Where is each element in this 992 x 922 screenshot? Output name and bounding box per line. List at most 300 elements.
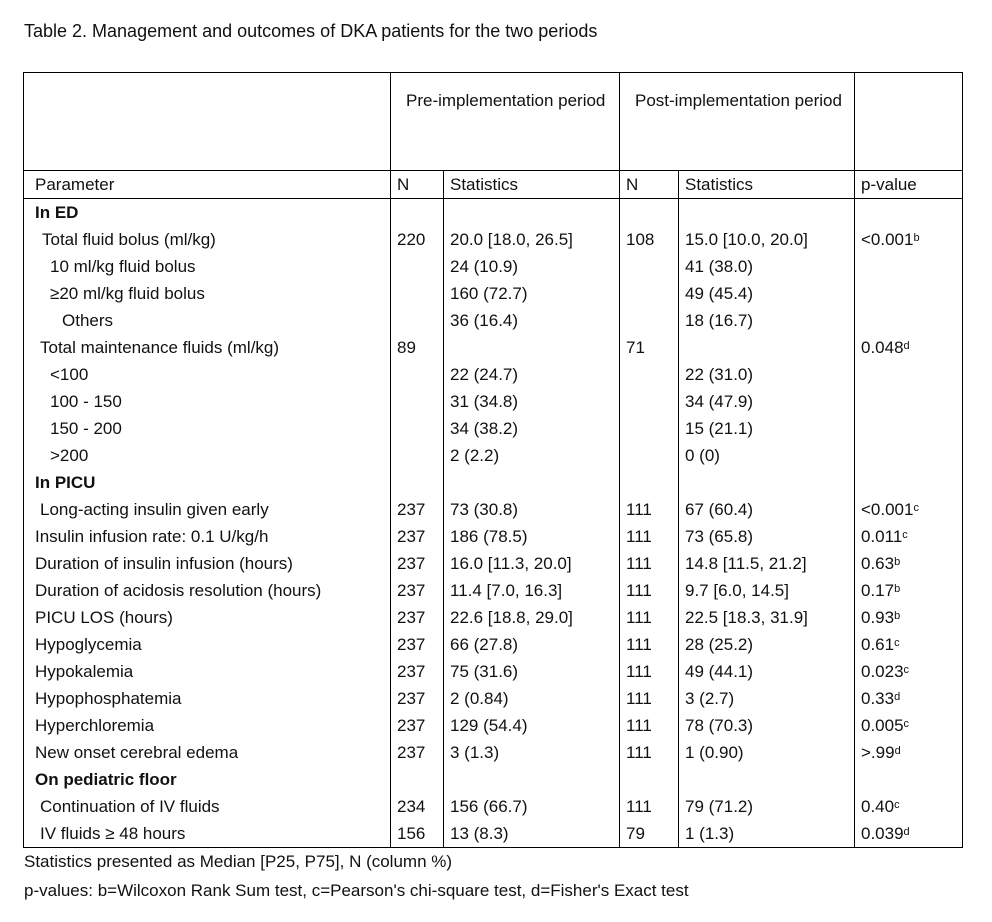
test-superscript: c: [902, 529, 908, 541]
test-superscript: b: [894, 583, 901, 595]
post-n-cell-text: 111: [626, 500, 652, 519]
pre-statistics-cell: [444, 442, 620, 469]
p-value-cell-text: 0.011: [861, 527, 903, 546]
p-value-cell: [855, 712, 963, 739]
pre-statistics-cell: [444, 199, 620, 227]
test-superscript: d: [894, 745, 901, 757]
post-n-cell: [620, 820, 679, 848]
pre-statistics-cell-text: 11.4 [7.0, 16.3]: [450, 581, 563, 600]
parameter-cell: [24, 631, 391, 658]
post-statistics-cell: [679, 577, 855, 604]
parameter-cell: [24, 793, 391, 820]
post-statistics-cell: [679, 631, 855, 658]
post-statistics-cell: [679, 226, 855, 253]
post-statistics-cell: [679, 604, 855, 631]
post-n-cell: [620, 415, 679, 442]
table-row: [24, 577, 963, 604]
test-superscript: c: [903, 718, 910, 730]
pre-statistics-cell: [444, 496, 620, 523]
test-superscript: b: [913, 232, 920, 244]
pre-n-cell: [391, 388, 444, 415]
post-statistics-cell-text: 34 (47.9): [685, 392, 754, 411]
parameter-cell-text: 100 - 150: [50, 392, 122, 411]
p-value-cell-text: 0.63: [861, 554, 895, 573]
pre-statistics-cell: [444, 361, 620, 388]
post-statistics-cell-text: 22 (31.0): [685, 365, 754, 384]
post-n-header: N: [620, 171, 679, 199]
pre-n-cell: [391, 658, 444, 685]
post-n-cell: [620, 361, 679, 388]
p-value-cell-text: >.99: [861, 743, 895, 762]
parameter-cell: [24, 820, 391, 848]
post-statistics-cell-text: 9.7 [6.0, 14.5]: [685, 581, 789, 600]
parameter-cell-text: <100: [50, 365, 89, 384]
pre-statistics-cell: [444, 415, 620, 442]
pre-n-cell: [391, 523, 444, 550]
pre-statistics-cell: [444, 820, 620, 848]
parameter-cell: [24, 523, 391, 550]
parameter-cell: [24, 712, 391, 739]
p-value-cell: [855, 280, 963, 307]
p-value-cell: [855, 604, 963, 631]
p-value-cell: [855, 334, 963, 361]
table-row: [24, 415, 963, 442]
post-statistics-cell: [679, 739, 855, 766]
pre-statistics-cell: [444, 793, 620, 820]
parameter-cell: [24, 199, 391, 227]
p-value-cell: [855, 523, 963, 550]
parameter-cell: [24, 658, 391, 685]
test-superscript: d: [903, 826, 910, 838]
p-value-cell: [855, 415, 963, 442]
post-statistics-cell-text: 18 (16.7): [685, 311, 754, 330]
post-statistics-header: Statistics: [679, 171, 855, 199]
post-n-cell-text: 111: [626, 635, 652, 654]
post-n-cell: [620, 199, 679, 227]
post-statistics-cell: [679, 469, 855, 496]
parameter-cell-text: ≥20 ml/kg fluid bolus: [50, 284, 205, 303]
pre-n-cell-text: 237: [397, 635, 426, 654]
post-statistics-cell-text: 1 (1.3): [685, 824, 735, 843]
post-statistics-cell: [679, 415, 855, 442]
pre-n-cell-text: 220: [397, 230, 426, 249]
section-row: [24, 469, 963, 496]
post-period-header: Post-implementation period: [620, 73, 855, 171]
pre-statistics-cell: [444, 712, 620, 739]
pre-n-cell-text: 237: [397, 554, 426, 573]
pre-statistics-cell: [444, 334, 620, 361]
post-statistics-cell-text: 41 (38.0): [685, 257, 754, 276]
pre-n-cell: [391, 739, 444, 766]
p-value-cell: [855, 253, 963, 280]
test-superscript: c: [903, 664, 910, 676]
post-n-cell-text: 111: [626, 743, 652, 762]
parameter-cell-text: Hypophosphatemia: [35, 689, 182, 708]
parameter-cell: [24, 685, 391, 712]
parameter-cell-text: 10 ml/kg fluid bolus: [50, 257, 196, 276]
p-value-cell-text: 0.005: [861, 716, 904, 735]
footnote-pvalues: p-values: b=Wilcoxon Rank Sum test, c=Pearson's chi-square test, d=Fisher's Exact test: [24, 881, 689, 900]
p-value-cell: [855, 226, 963, 253]
post-statistics-cell: [679, 199, 855, 227]
pre-statistics-cell: [444, 550, 620, 577]
post-n-cell-text: 111: [626, 797, 652, 816]
parameter-header: Parameter: [24, 171, 391, 199]
pre-n-cell: [391, 766, 444, 793]
post-statistics-cell: [679, 442, 855, 469]
pre-n-cell-text: 237: [397, 500, 426, 519]
post-statistics-cell: [679, 712, 855, 739]
post-statistics-cell-text: 28 (25.2): [685, 635, 754, 654]
pre-n-cell: [391, 712, 444, 739]
pre-n-cell: [391, 226, 444, 253]
parameter-cell-text: 150 - 200: [50, 419, 122, 438]
parameter-cell: [24, 577, 391, 604]
p-value-cell: [855, 658, 963, 685]
p-value-cell: [855, 766, 963, 793]
post-n-cell: [620, 469, 679, 496]
table-row: [24, 307, 963, 334]
parameter-cell-text: Insulin infusion rate: 0.1 U/kg/h: [35, 527, 269, 546]
p-value-cell: [855, 631, 963, 658]
post-statistics-cell-text: 0 (0): [685, 446, 720, 465]
post-n-cell: [620, 442, 679, 469]
test-superscript: c: [894, 799, 900, 811]
table-row: [24, 604, 963, 631]
post-statistics-cell-text: 14.8 [11.5, 21.2]: [685, 554, 807, 573]
parameter-cell: [24, 442, 391, 469]
pre-statistics-cell-text: 160 (72.7): [450, 284, 528, 303]
pre-n-cell: [391, 199, 444, 227]
pre-n-cell-text: 156: [397, 824, 426, 843]
pre-statistics-cell: [444, 577, 620, 604]
post-statistics-cell-text: 1 (0.90): [685, 743, 744, 762]
parameter-cell-text: In PICU: [35, 473, 96, 492]
post-statistics-cell: [679, 766, 855, 793]
pre-statistics-cell-text: 16.0 [11.3, 20.0]: [450, 554, 572, 573]
pre-statistics-cell: [444, 631, 620, 658]
post-n-cell: [620, 550, 679, 577]
pre-statistics-cell: [444, 280, 620, 307]
pre-statistics-cell: [444, 685, 620, 712]
post-n-cell-text: 111: [626, 581, 652, 600]
pre-statistics-header: Statistics: [444, 171, 620, 199]
table-row: [24, 361, 963, 388]
table-row: [24, 253, 963, 280]
p-value-cell-text: 0.039: [861, 824, 904, 843]
parameter-cell-text: In ED: [35, 203, 79, 222]
post-n-cell-text: 111: [626, 662, 652, 681]
post-statistics-cell-text: 78 (70.3): [685, 716, 754, 735]
p-value-cell-text: 0.93: [861, 608, 895, 627]
pre-n-cell: [391, 334, 444, 361]
parameter-cell-text: Hypokalemia: [35, 662, 134, 681]
p-value-cell: [855, 550, 963, 577]
post-n-cell-text: 111: [626, 608, 652, 627]
parameter-cell: [24, 334, 391, 361]
pre-statistics-cell-text: 31 (34.8): [450, 392, 519, 411]
post-n-cell: [620, 334, 679, 361]
post-n-cell-text: 111: [626, 554, 652, 573]
table-body: [24, 73, 963, 848]
parameter-cell: [24, 739, 391, 766]
parameter-cell: [24, 604, 391, 631]
test-superscript: b: [894, 610, 901, 622]
pre-n-cell-text: 234: [397, 797, 426, 816]
post-n-cell: [620, 388, 679, 415]
post-statistics-cell: [679, 361, 855, 388]
parameter-cell-text: Hypoglycemia: [35, 635, 142, 654]
post-statistics-cell-text: 15.0 [10.0, 20.0]: [685, 230, 808, 249]
parameter-cell-text: Others: [62, 311, 114, 330]
pre-n-cell: [391, 793, 444, 820]
test-superscript: b: [894, 556, 901, 568]
pre-n-cell: [391, 253, 444, 280]
post-statistics-cell-text: 79 (71.2): [685, 797, 754, 816]
table-row: [24, 388, 963, 415]
parameter-cell-text: Duration of acidosis resolution (hours): [35, 581, 322, 600]
pre-n-cell: [391, 577, 444, 604]
pre-statistics-cell-text: 186 (78.5): [450, 527, 528, 546]
parameter-cell-text: IV fluids ≥ 48 hours: [40, 824, 186, 843]
pre-n-cell: [391, 685, 444, 712]
parameter-cell-text: Total maintenance fluids (ml/kg): [40, 338, 280, 357]
parameter-cell: [24, 307, 391, 334]
table-column-header-row: [24, 171, 963, 199]
p-value-cell-text: <0.001: [861, 500, 914, 519]
parameter-cell-text: Long-acting insulin given early: [40, 500, 269, 519]
p-value-cell: [855, 685, 963, 712]
parameter-cell: [24, 361, 391, 388]
p-value-cell: [855, 361, 963, 388]
pre-statistics-cell: [444, 523, 620, 550]
p-value-cell: [855, 739, 963, 766]
parameter-cell-text: Total fluid bolus (ml/kg): [42, 230, 216, 249]
post-statistics-cell: [679, 280, 855, 307]
table-row: [24, 712, 963, 739]
post-n-cell-text: 108: [626, 230, 655, 249]
pre-statistics-cell-text: 22.6 [18.8, 29.0]: [450, 608, 573, 627]
pre-n-cell: [391, 550, 444, 577]
blank-header-cell: [24, 73, 391, 171]
test-superscript: d: [903, 340, 910, 352]
table-caption: Table 2. Management and outcomes of DKA patients for the two periods: [24, 21, 598, 41]
p-value-cell: [855, 793, 963, 820]
table-row: [24, 793, 963, 820]
pre-n-cell: [391, 280, 444, 307]
post-n-cell: [620, 523, 679, 550]
post-statistics-cell: [679, 793, 855, 820]
p-value-cell: [855, 388, 963, 415]
pre-statistics-cell-text: 129 (54.4): [450, 716, 528, 735]
pre-n-cell: [391, 361, 444, 388]
p-value-cell-text: 0.40: [861, 797, 895, 816]
parameter-cell: [24, 226, 391, 253]
parameter-cell-text: PICU LOS (hours): [35, 608, 173, 627]
table-row: [24, 280, 963, 307]
post-n-cell: [620, 658, 679, 685]
p-value-cell: [855, 199, 963, 227]
post-n-cell: [620, 766, 679, 793]
p-value-cell-text: 0.048: [861, 338, 904, 357]
parameter-cell-text: On pediatric floor: [35, 770, 177, 789]
post-statistics-cell: [679, 334, 855, 361]
pre-statistics-cell-text: 34 (38.2): [450, 419, 519, 438]
pre-statistics-cell-text: 2 (2.2): [450, 446, 500, 465]
pre-statistics-cell-text: 2 (0.84): [450, 689, 509, 708]
pre-n-cell-text: 237: [397, 689, 426, 708]
post-n-cell: [620, 712, 679, 739]
post-statistics-cell-text: 15 (21.1): [685, 419, 754, 438]
table-row: [24, 523, 963, 550]
pre-statistics-cell-text: 73 (30.8): [450, 500, 519, 519]
post-statistics-cell-text: 49 (44.1): [685, 662, 754, 681]
test-superscript: d: [894, 691, 901, 703]
parameter-cell: [24, 280, 391, 307]
p-value-cell-text: 0.17: [861, 581, 895, 600]
pre-n-cell-text: 237: [397, 662, 426, 681]
pre-statistics-cell: [444, 307, 620, 334]
pre-n-cell-text: 237: [397, 716, 426, 735]
pre-statistics-cell: [444, 739, 620, 766]
post-n-cell: [620, 496, 679, 523]
post-n-cell-text: 111: [626, 689, 652, 708]
pre-n-cell-text: 237: [397, 743, 426, 762]
parameter-cell: [24, 415, 391, 442]
pre-statistics-cell-text: 36 (16.4): [450, 311, 519, 330]
post-statistics-cell-text: 67 (60.4): [685, 500, 754, 519]
results-table: [23, 72, 963, 848]
pre-statistics-cell: [444, 766, 620, 793]
post-statistics-cell: [679, 685, 855, 712]
post-statistics-cell: [679, 523, 855, 550]
table-row: [24, 226, 963, 253]
pre-n-cell: [391, 820, 444, 848]
parameter-cell: [24, 469, 391, 496]
p-value-cell-text: 0.023: [861, 662, 904, 681]
pre-statistics-cell-text: 22 (24.7): [450, 365, 519, 384]
pre-n-header: N: [391, 171, 444, 199]
pre-n-cell: [391, 604, 444, 631]
pre-n-cell: [391, 442, 444, 469]
blank-header-cell: [855, 73, 963, 171]
parameter-cell-text: Hyperchloremia: [35, 716, 155, 735]
pre-n-cell: [391, 496, 444, 523]
pre-period-header: Pre-implementation period: [391, 73, 620, 171]
post-n-cell-text: 71: [626, 338, 645, 357]
post-statistics-cell: [679, 253, 855, 280]
table-row: [24, 658, 963, 685]
post-statistics-cell: [679, 307, 855, 334]
post-statistics-cell-text: 3 (2.7): [685, 689, 735, 708]
section-row: [24, 199, 963, 227]
post-n-cell: [620, 253, 679, 280]
test-superscript: c: [913, 502, 919, 514]
pre-statistics-cell: [444, 658, 620, 685]
pre-n-cell: [391, 415, 444, 442]
section-row: [24, 766, 963, 793]
pre-statistics-cell-text: 75 (31.6): [450, 662, 519, 681]
post-n-cell: [620, 280, 679, 307]
table-row: [24, 685, 963, 712]
post-n-cell-text: 79: [626, 824, 645, 843]
p-value-cell: [855, 496, 963, 523]
table-row: [24, 496, 963, 523]
post-n-cell: [620, 739, 679, 766]
pre-statistics-cell-text: 20.0 [18.0, 26.5]: [450, 230, 573, 249]
pre-statistics-cell-text: 13 (8.3): [450, 824, 509, 843]
pre-statistics-cell: [444, 253, 620, 280]
post-statistics-cell-text: 22.5 [18.3, 31.9]: [685, 608, 808, 627]
pre-n-cell: [391, 307, 444, 334]
p-value-cell-text: 0.61: [861, 635, 895, 654]
p-value-cell-text: <0.001: [861, 230, 914, 249]
p-value-cell: [855, 820, 963, 848]
table-row: [24, 550, 963, 577]
parameter-cell: [24, 496, 391, 523]
pre-statistics-cell-text: 3 (1.3): [450, 743, 500, 762]
parameter-cell: [24, 766, 391, 793]
parameter-cell: [24, 388, 391, 415]
p-value-header: p-value: [855, 171, 963, 199]
pre-statistics-cell: [444, 388, 620, 415]
post-n-cell-text: 111: [626, 716, 652, 735]
table-row: [24, 334, 963, 361]
pre-statistics-cell: [444, 226, 620, 253]
pre-statistics-cell: [444, 604, 620, 631]
post-n-cell-text: 111: [626, 527, 652, 546]
pre-statistics-cell-text: 24 (10.9): [450, 257, 519, 276]
post-n-cell: [620, 685, 679, 712]
parameter-cell-text: Duration of insulin infusion (hours): [35, 554, 293, 573]
table-row: [24, 739, 963, 766]
post-n-cell: [620, 226, 679, 253]
p-value-cell: [855, 442, 963, 469]
table-group-header-row: [24, 73, 963, 171]
table-row: [24, 631, 963, 658]
post-statistics-cell-text: 73 (65.8): [685, 527, 754, 546]
pre-statistics-cell: [444, 469, 620, 496]
post-statistics-cell: [679, 496, 855, 523]
pre-n-cell: [391, 469, 444, 496]
post-n-cell: [620, 604, 679, 631]
parameter-cell-text: >200: [50, 446, 89, 465]
parameter-cell-text: New onset cerebral edema: [35, 743, 239, 762]
parameter-cell-text: Continuation of IV fluids: [40, 797, 220, 816]
footnote-statistics: Statistics presented as Median [P25, P75], N (column %): [24, 852, 453, 871]
pre-statistics-cell-text: 66 (27.8): [450, 635, 519, 654]
test-superscript: c: [894, 637, 900, 649]
pre-statistics-cell-text: 156 (66.7): [450, 797, 528, 816]
post-statistics-cell: [679, 658, 855, 685]
post-n-cell: [620, 793, 679, 820]
pre-n-cell-text: 237: [397, 581, 426, 600]
post-statistics-cell: [679, 820, 855, 848]
post-n-cell: [620, 631, 679, 658]
parameter-cell: [24, 550, 391, 577]
post-statistics-cell-text: 49 (45.4): [685, 284, 754, 303]
p-value-cell: [855, 307, 963, 334]
post-statistics-cell: [679, 550, 855, 577]
pre-n-cell-text: 237: [397, 527, 426, 546]
post-statistics-cell: [679, 388, 855, 415]
post-n-cell: [620, 577, 679, 604]
table-row: [24, 442, 963, 469]
p-value-cell-text: 0.33: [861, 689, 895, 708]
pre-n-cell: [391, 631, 444, 658]
post-n-cell: [620, 307, 679, 334]
p-value-cell: [855, 469, 963, 496]
